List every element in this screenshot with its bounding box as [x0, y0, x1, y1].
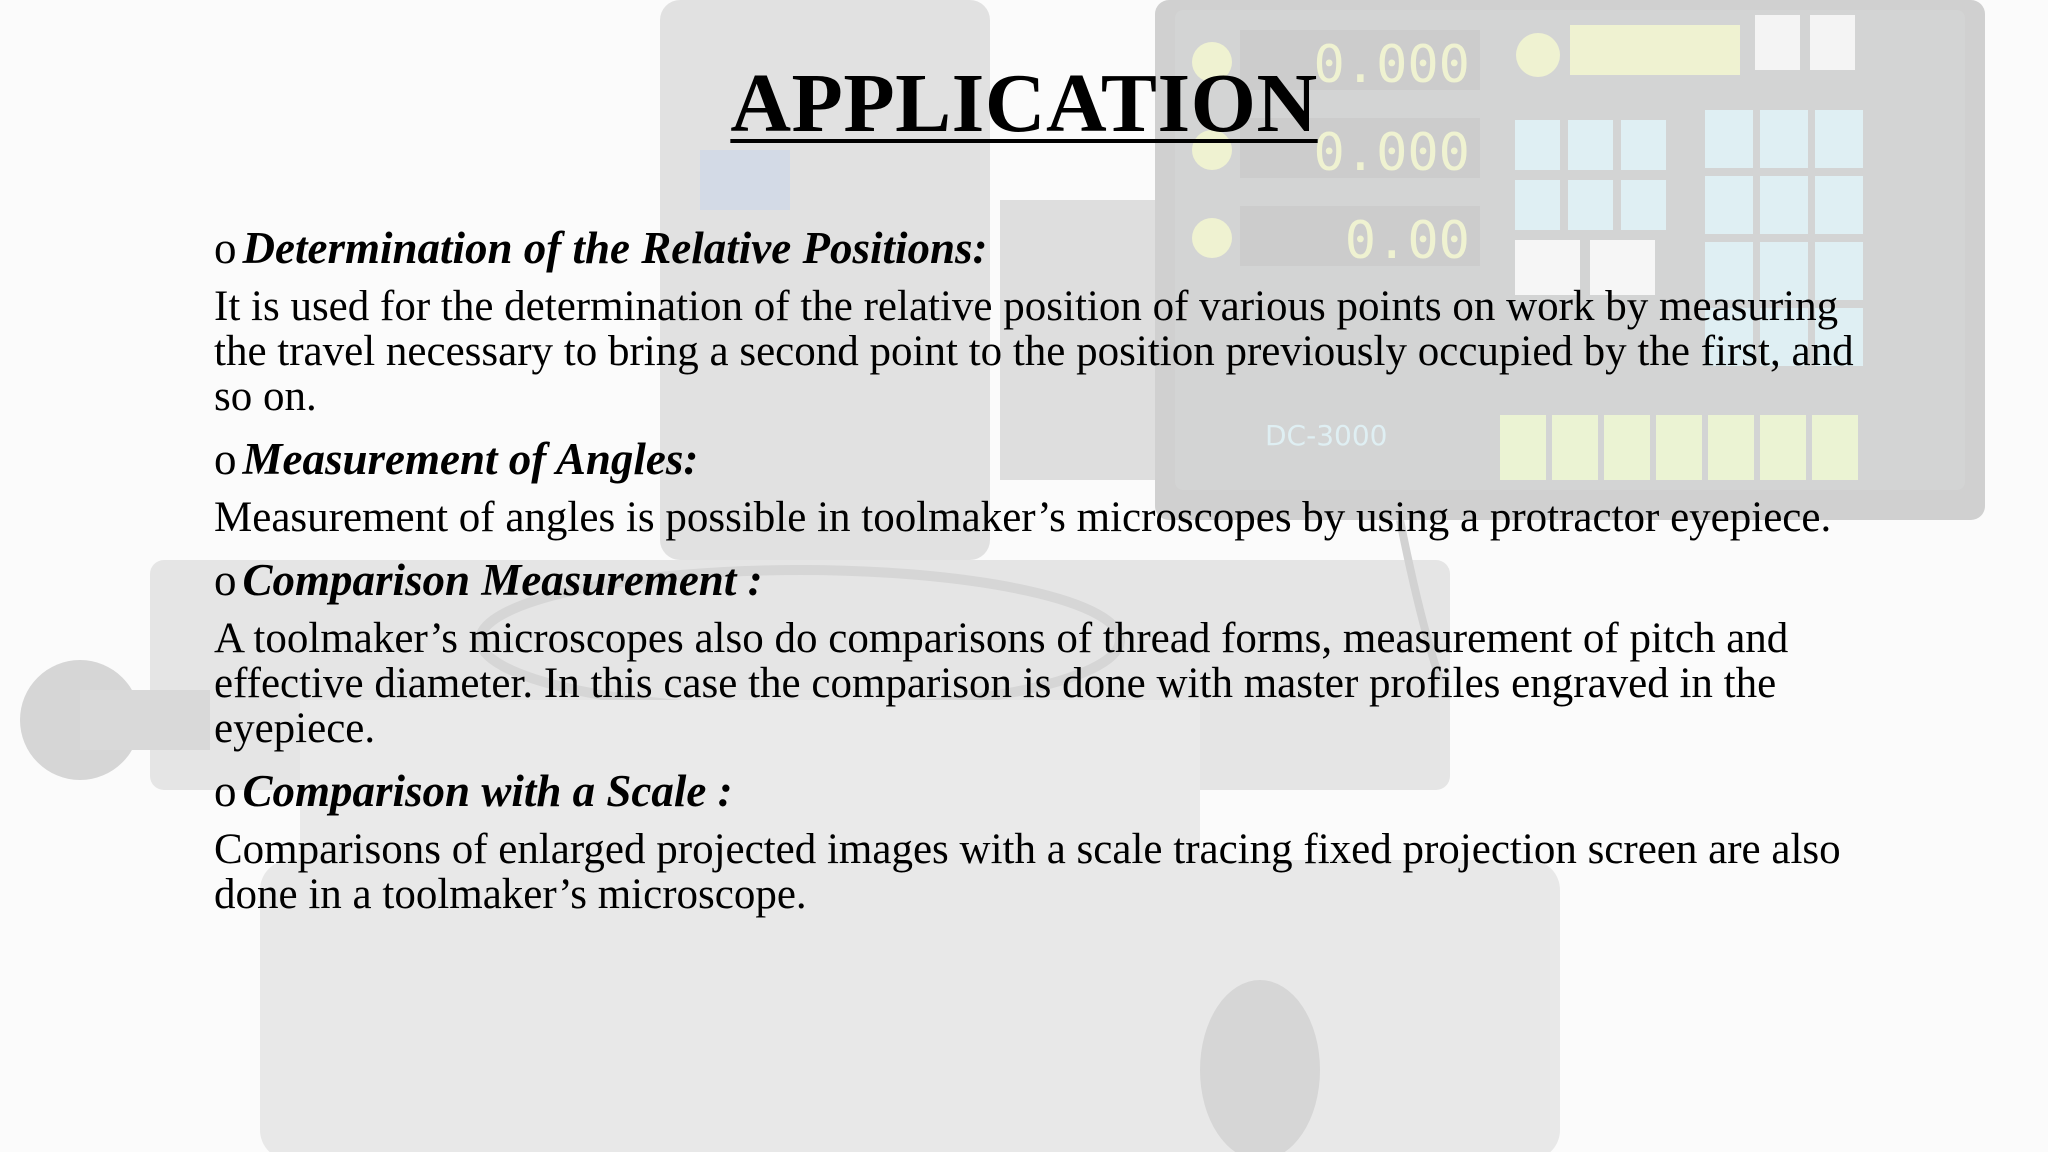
- section-heading: [214, 554, 1854, 606]
- readout-value: 0.000: [1313, 35, 1470, 95]
- bullet-marker: o: [214, 555, 237, 605]
- application-list: [214, 222, 1854, 931]
- list-item: [214, 433, 1854, 540]
- section-body: Comparisons of enlarged projected images with a scale tracing fixed projection screen are also done in a toolmaker’s microscope.: [214, 826, 1841, 918]
- bullet-marker: o: [214, 223, 237, 273]
- readout-value: 0.000: [1313, 123, 1470, 183]
- section-heading-text: Determination of the Relative Positions:: [242, 223, 988, 273]
- section-heading: [214, 222, 1854, 274]
- section-body: It is used for the determination of the relative position of various points on work by measuring the travel necessary to bring a second point to the position previously occupied by the first, and so on.: [214, 283, 1854, 420]
- section-heading-text: Measurement of Angles:: [242, 434, 699, 484]
- section-body: A toolmaker’s microscopes also do comparisons of thread forms, measurement of pitch and effective diameter. In this case the comparison is done with master profiles engraved in the eyepiece.: [214, 615, 1789, 752]
- section-heading-text: Comparison Measurement :: [242, 555, 763, 605]
- list-item: [214, 222, 1854, 419]
- readout-value: 0.00: [1344, 211, 1470, 271]
- bullet-marker: o: [214, 434, 237, 484]
- bullet-marker: o: [214, 766, 237, 816]
- section-body: Measurement of angles is possible in toolmaker’s microscopes by using a protractor eyepiece.: [214, 494, 1832, 541]
- model-label: DC-3000: [1265, 419, 1388, 452]
- list-item: [214, 554, 1854, 751]
- section-heading: [214, 765, 1854, 817]
- section-heading-text: Comparison with a Scale :: [242, 766, 733, 816]
- section-heading: [214, 433, 1854, 485]
- slide-title: APPLICATION: [730, 57, 1318, 150]
- list-item: [214, 765, 1854, 917]
